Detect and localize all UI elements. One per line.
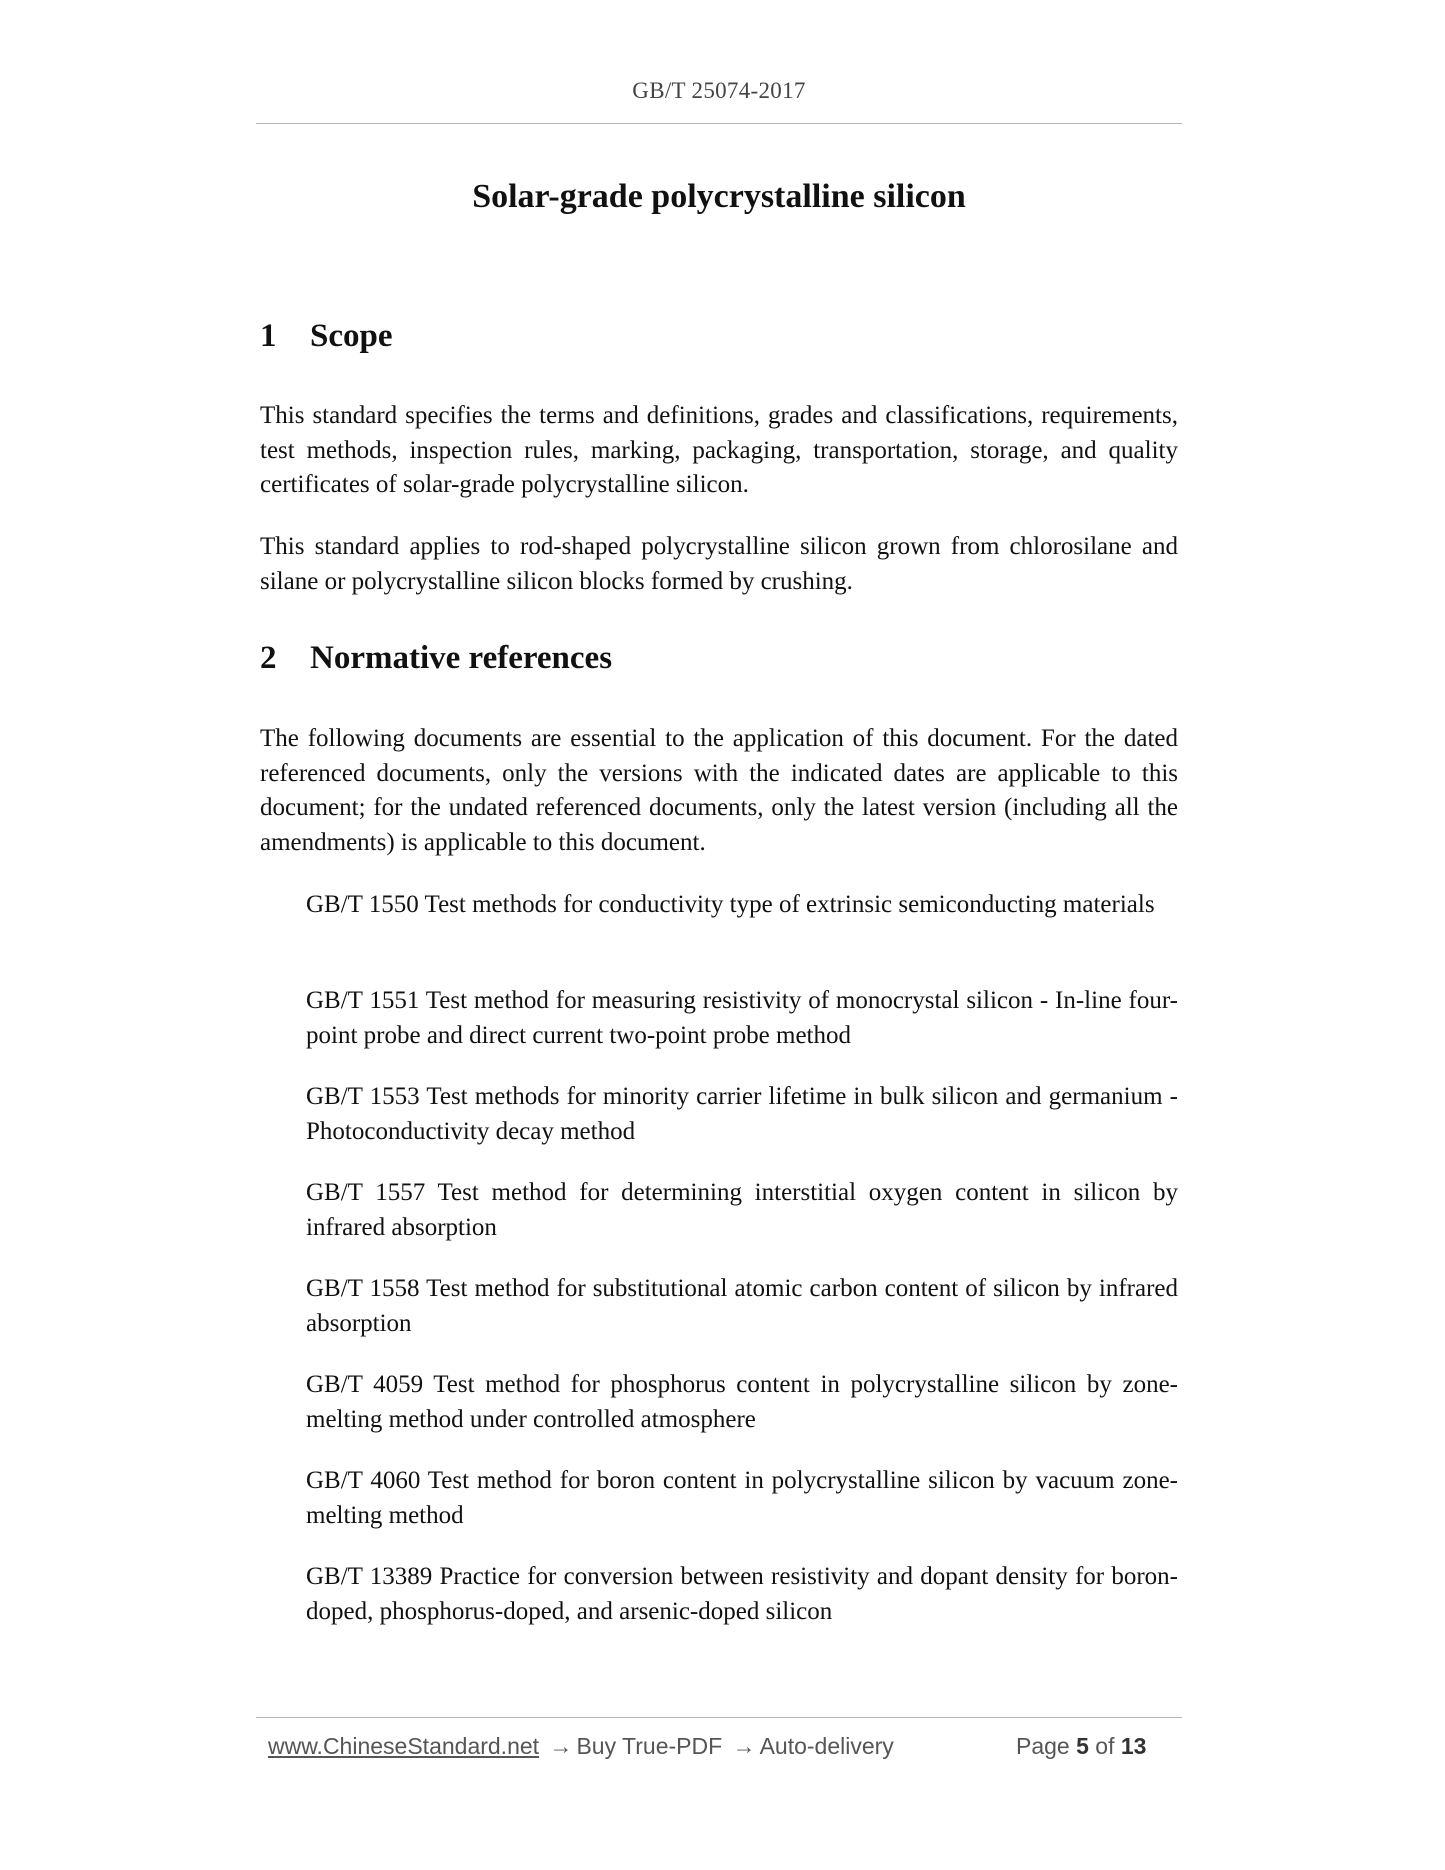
reference-item: GB/T 4060 Test method for boron content in polycrystalline silicon by vacuum zone-melting method	[306, 1467, 1178, 1529]
section-number: 2	[260, 640, 277, 676]
section-title: Normative references	[310, 640, 613, 676]
page-current: 5	[1076, 1733, 1089, 1759]
auto-delivery-text: Auto-delivery	[759, 1733, 894, 1759]
reference-item: GB/T 1551 Test method for measuring resistivity of monocrystal silicon - In-line four-point probe and direct current two-point probe method	[306, 987, 1178, 1049]
reference-item: GB/T 13389 Practice for conversion between resistivity and dopant density for boron-doped, phosphorus-doped, and arsenic-doped silicon	[306, 1563, 1178, 1625]
website-link[interactable]: www.ChineseStandard.net	[268, 1733, 540, 1759]
page-total: 13	[1120, 1733, 1147, 1759]
section-heading-normative-references	[260, 640, 612, 677]
page-label: Page	[1016, 1733, 1070, 1759]
section-title: Scope	[310, 318, 393, 354]
reference-item: GB/T 1553 Test methods for minority carrier lifetime in bulk silicon and germanium - Photoconductivity decay method	[306, 1083, 1178, 1145]
paragraph: The following documents are essential to the application of this document. For the dated referenced documents, only the versions with the indicated dates are applicable to this document; for the undated referenced documents, only the latest version (including all the amendments) is applicable to this document.	[260, 725, 1178, 856]
arrow-right-icon: →	[732, 1733, 756, 1759]
buy-true-pdf-text: Buy True-PDF	[576, 1733, 723, 1759]
footer-promo	[268, 1733, 894, 1760]
section-number: 1	[260, 318, 277, 354]
reference-item: GB/T 1558 Test method for substitutional atomic carbon content of silicon by infrared absorption	[306, 1275, 1178, 1337]
paragraph: This standard specifies the terms and definitions, grades and classifications, requirements, test methods, inspection rules, marking, packaging, transportation, storage, and quality certificates of solar-grade polycrystalline silicon.	[260, 402, 1178, 498]
section-heading-scope	[260, 318, 393, 355]
page-of-label: of	[1095, 1733, 1115, 1759]
reference-item: GB/T 1557 Test method for determining interstitial oxygen content in silicon by infrared absorption	[306, 1179, 1178, 1241]
page-indicator	[1016, 1733, 1146, 1760]
paragraph: This standard applies to rod-shaped polycrystalline silicon grown from chlorosilane and silane or polycrystalline silicon blocks formed by crushing.	[260, 533, 1178, 595]
arrow-right-icon: →	[549, 1733, 573, 1759]
header-divider	[256, 123, 1182, 124]
running-header: GB/T 25074-2017	[632, 78, 806, 103]
footer-divider	[256, 1717, 1182, 1718]
reference-item: GB/T 1550 Test methods for conductivity type of extrinsic semiconducting materials	[306, 891, 1155, 918]
reference-item: GB/T 4059 Test method for phosphorus content in polycrystalline silicon by zone-melting method under controlled atmosphere	[306, 1371, 1178, 1433]
document-title: Solar-grade polycrystalline silicon	[472, 178, 966, 215]
